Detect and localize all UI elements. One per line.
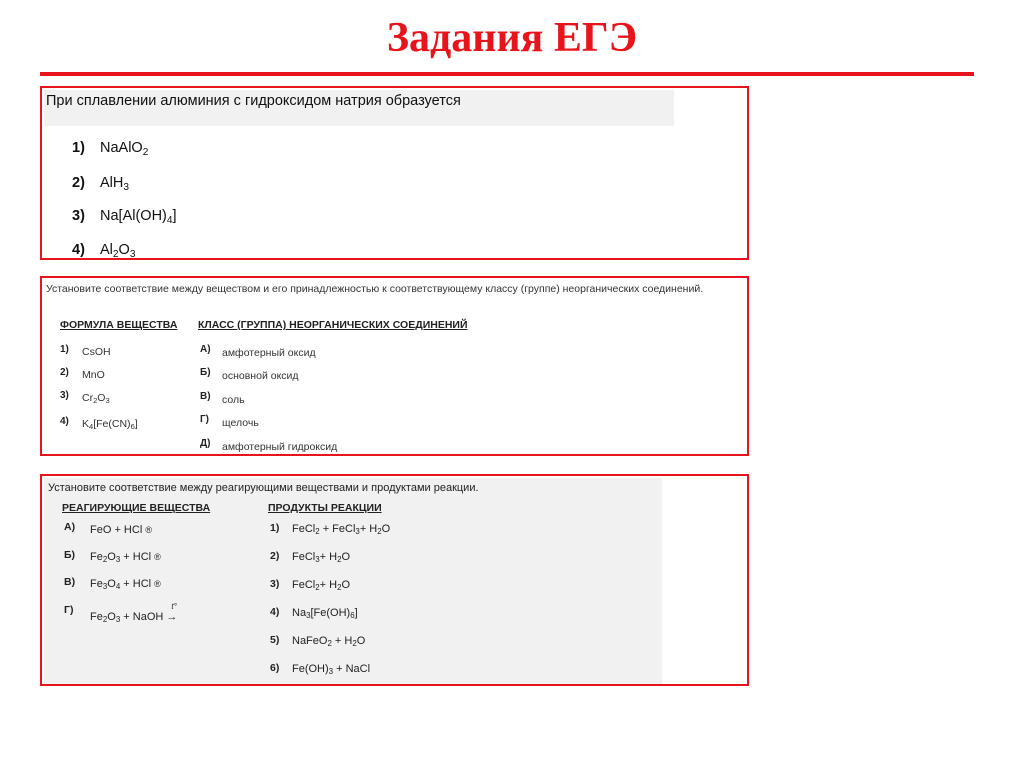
reagent-item: $Fe_2O_3$ + HCl ® <box>90 551 161 564</box>
formula-number: 3) <box>60 390 69 401</box>
product-item: FeCl$_2$ + FeCl$_3$+ $H_2O$ <box>292 523 391 536</box>
class-letter: Б) <box>200 367 211 378</box>
question-3-scan <box>44 478 662 684</box>
class-letter: А) <box>200 344 211 355</box>
product-number: 5) <box>270 634 280 646</box>
formula-part: ] <box>172 208 177 224</box>
class-item: соль <box>222 394 245 406</box>
product-number: 3) <box>270 578 280 590</box>
option-number: 2) <box>72 175 85 191</box>
option-number: 1) <box>72 140 85 156</box>
reagent-letter: А) <box>64 521 76 533</box>
option-number: 3) <box>72 208 85 224</box>
answer-option-1 <box>72 140 148 158</box>
product-number: 6) <box>270 662 280 674</box>
product-number: 1) <box>270 522 280 534</box>
class-item: основной оксид <box>222 370 299 382</box>
question-2-stem: Установите соответствие между веществом и его принадлежностью к соответствующему классу (группе) неорганических соединений. <box>46 283 704 295</box>
class-letter: В) <box>200 391 211 402</box>
reagent-letter: Б) <box>64 549 76 561</box>
formula-part: Al <box>100 242 113 258</box>
formula-number: 1) <box>60 344 69 355</box>
formula-subscript: 2 <box>142 147 149 158</box>
question-1-stem: При сплавлении алюминия с гидроксидом натрия образуется <box>44 90 674 126</box>
product-item: FeCl$_2$+ $H_2O$ <box>292 579 351 592</box>
formula-number: 2) <box>60 367 69 378</box>
reagent-letter: В) <box>64 576 76 588</box>
formula-number: 4) <box>60 416 69 427</box>
formula-item: MnO <box>82 369 105 381</box>
formula-subscript: 3 <box>123 182 130 193</box>
reagent-item: FeO + HCl ® <box>90 524 152 536</box>
title-underline <box>40 72 974 76</box>
answer-option-4 <box>72 242 135 260</box>
formula-subscript: 3 <box>129 249 136 260</box>
question-3-stem: Установите соответствие между реагирующими веществами и продуктами реакции. <box>48 482 479 494</box>
reagents-column-header: РЕАГИРУЮЩИЕ ВЕЩЕСТВА <box>62 502 211 514</box>
formula-subscript: 4 <box>166 215 173 226</box>
reagent-letter: Г) <box>64 604 74 616</box>
formula-part: O <box>118 242 130 258</box>
slide-title: Задания ЕГЭ <box>386 15 638 61</box>
products-column-header: ПРОДУКТЫ РЕАКЦИИ <box>268 502 382 514</box>
product-number: 4) <box>270 606 280 618</box>
answer-option-3 <box>72 208 177 226</box>
formula-item: $K_4[Fe(CN)_6]$ <box>82 418 138 431</box>
formula-part: Na[Al(OH) <box>100 208 167 224</box>
formula-subscript: 2 <box>112 249 119 260</box>
formula-part: NaAlO <box>100 140 143 156</box>
class-item: амфотерный оксид <box>222 347 316 359</box>
class-letter: Д) <box>200 438 211 449</box>
class-item: щелочь <box>222 417 259 429</box>
question-1-card <box>40 86 749 260</box>
formula-item: CsOH <box>82 346 111 358</box>
class-item: амфотерный гидроксид <box>222 441 338 453</box>
heating-arrow-icon: t° → <box>166 602 178 623</box>
reagent-item: $Fe_2O_3$ + NaOH t° → <box>90 611 182 624</box>
product-item: NaFeO$_2$ + $H_2O$ <box>292 635 366 648</box>
product-item: FeCl$_3$+ $H_2O$ <box>292 551 351 564</box>
class-column-header: КЛАСС (ГРУППА) НЕОРГАНИЧЕСКИХ СОЕДИНЕНИЙ <box>198 319 468 331</box>
answer-option-2 <box>72 175 129 193</box>
formula-column-header: ФОРМУЛА ВЕЩЕСТВА <box>60 319 178 331</box>
formula-item: $Cr_2O_3$ <box>82 392 110 405</box>
option-number: 4) <box>72 242 85 258</box>
product-item: $Fe(OH)_3$ + NaCl <box>292 663 371 676</box>
product-number: 2) <box>270 550 280 562</box>
question-3-card <box>40 474 749 686</box>
class-letter: Г) <box>200 414 209 425</box>
formula-part: AlH <box>100 175 124 191</box>
product-item: $Na_3[Fe(OH)_6]$ <box>292 607 358 620</box>
question-2-card <box>40 276 749 456</box>
reagent-item: $Fe_3O_4$ + HCl ® <box>90 578 161 591</box>
